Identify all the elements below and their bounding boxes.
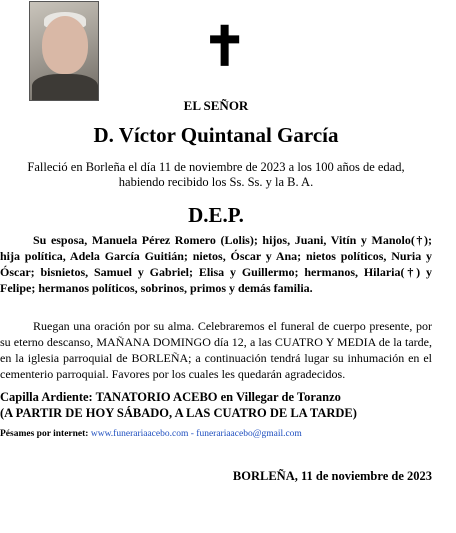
apartir-note: (A PARTIR DE HOY SÁBADO, A LAS CUATRO DE LA TARDE) (0, 406, 357, 420)
death-line-1: Falleció en Borleña el día 11 de noviembre de 2023 a los 100 años de edad, (27, 160, 405, 174)
link-separator: - (188, 429, 197, 439)
photo-shoulders (32, 74, 98, 101)
dep-heading: D.E.P. (188, 203, 244, 227)
capilla-ardiente: Capilla Ardiente: TANATORIO ACEBO en Villegar de Toranzo (0, 390, 341, 404)
email-link[interactable]: funerariaacebo@gmail.com (196, 429, 302, 439)
el-senor-heading: EL SEÑOR (183, 98, 249, 113)
death-line-2: habiendo recibido los Ss. Ss. y la B. A. (118, 175, 314, 189)
prayer-paragraph: Ruegan una oración por su alma. Celebraremos el funeral de cuerpo presente, por su eterno descanso, MAÑANA DOMINGO día 12, a las CUATRO Y MEDIA de la tarde, en la iglesia parroquial de BORLEÑA; a continuación tendrá lugar su inhumación en el cementerio parroquial. Favores por los cuales les quedarán agradecidos. (0, 319, 432, 381)
place-date: BORLEÑA, 11 de noviembre de 2023 (232, 469, 432, 483)
deceased-photo (29, 1, 99, 101)
deceased-name: D. Víctor Quintanal García (93, 123, 339, 147)
death-notice (0, 160, 432, 190)
website-link[interactable]: www.funerariaacebo.com (90, 429, 189, 439)
photo-face (42, 16, 88, 74)
family-paragraph: Su esposa, Manuela Pérez Romero (Lolis); hijos, Juani, Vitín y Manolo(†); hija política, Adela García Guitián; nietos, Óscar y Ana; nietos políticos, Nuria y Óscar; bisnietos, Samuel y Gabriel; Elisa y Guillermo; hermanos, Hilaria(†) y Felipe; hermanos políticos, sobrinos, primos y demás familia. (0, 233, 432, 295)
pesames-line (0, 426, 432, 442)
pesames-label: Pésames por internet: (0, 429, 89, 439)
cross-icon: ✝ (202, 17, 248, 77)
